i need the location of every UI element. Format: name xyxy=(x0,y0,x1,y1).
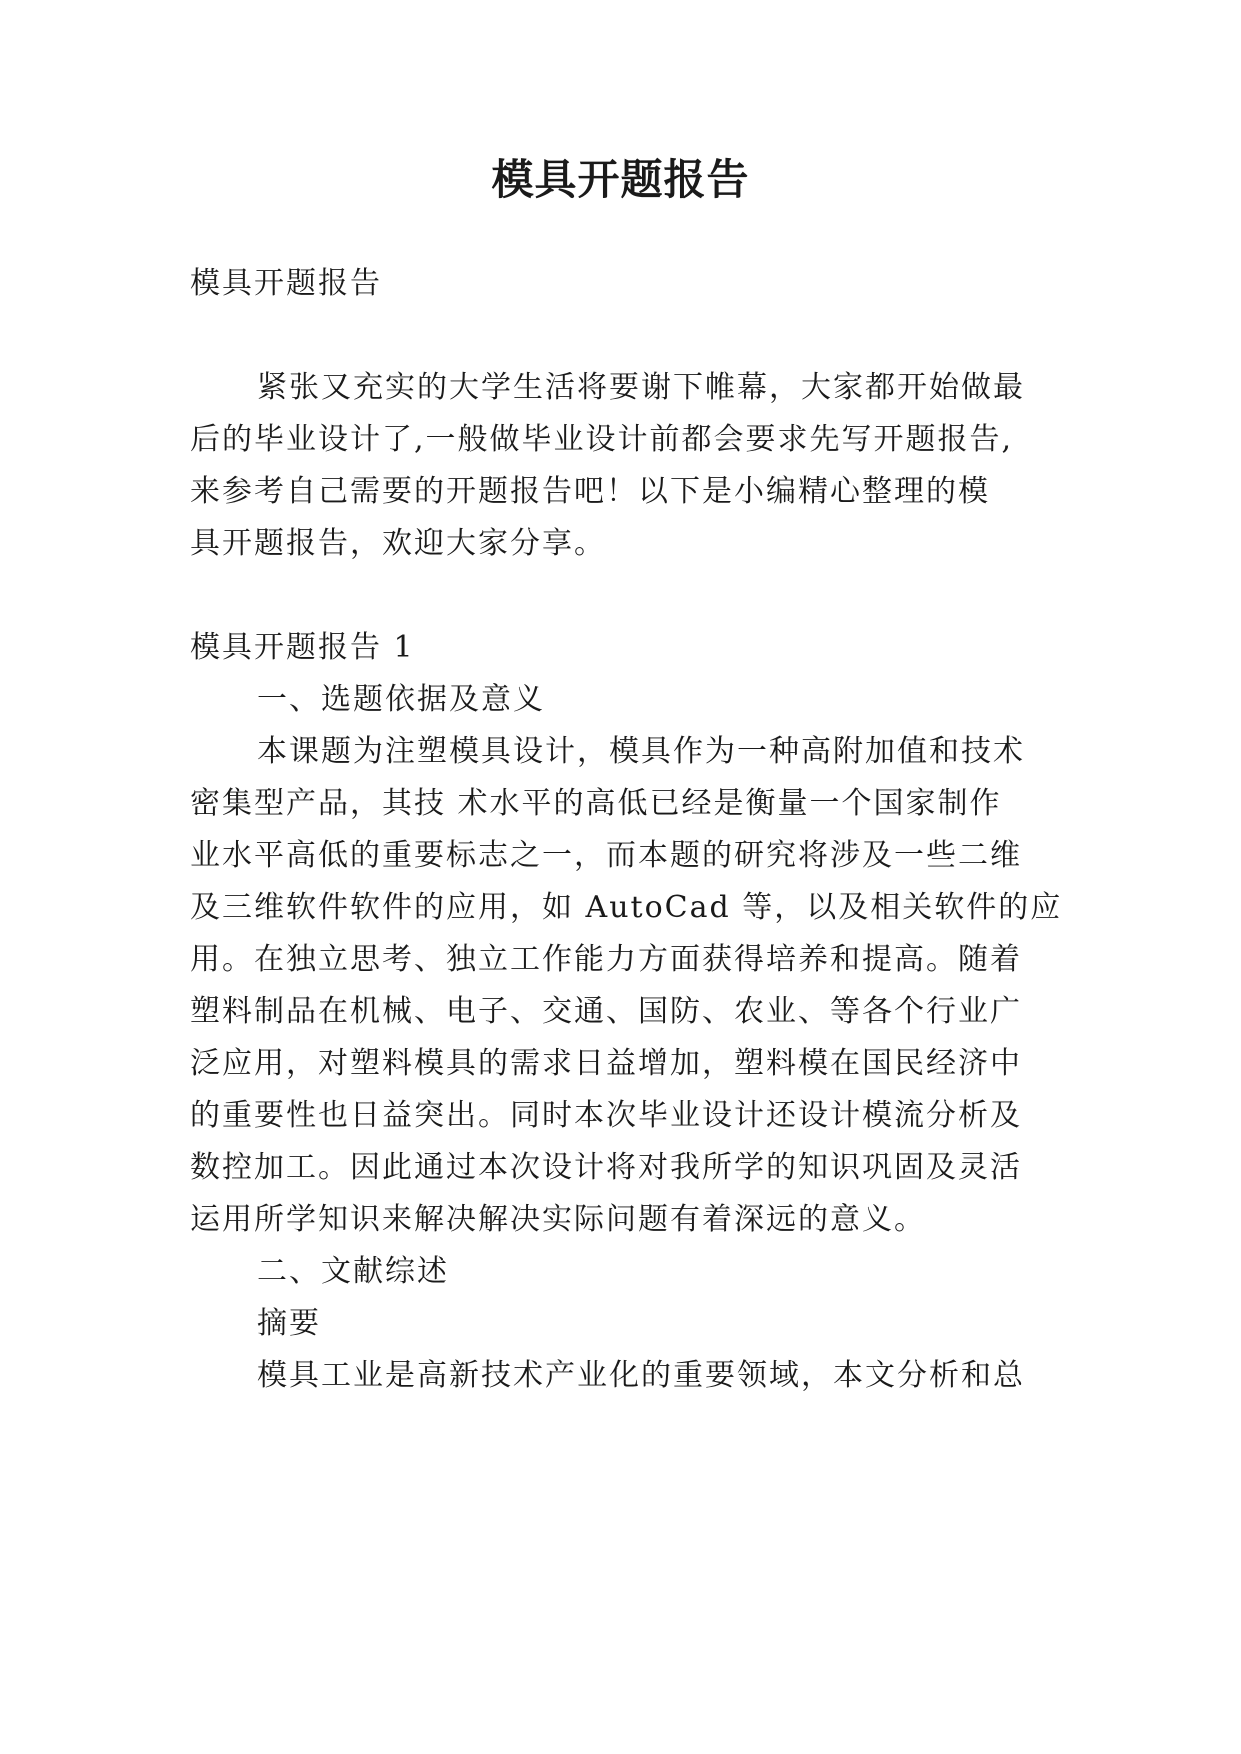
paragraph-line: 本课题为注塑模具设计，模具作为一种高附加值和技术 xyxy=(257,734,1025,769)
paragraph-line: 模具工业是高新技术产业化的重要领域，本文分析和总 xyxy=(257,1358,1025,1393)
paragraph-line: 业水平高低的重要标志之一，而本题的研究将涉及一些二维 xyxy=(190,838,1022,873)
paragraph-line: 泛应用，对塑料模具的需求日益增加，塑料模在国民经济中 xyxy=(190,1046,1022,1081)
paragraph-line: 塑料制品在机械、电子、交通、国防、农业、等各个行业广 xyxy=(190,994,1022,1029)
paragraph-line: 的重要性也日益突出。同时本次毕业设计还设计模流分析及 xyxy=(190,1098,1022,1133)
section-heading: 模具开题报告 1 xyxy=(190,630,415,665)
document-title: 模具开题报告 xyxy=(491,155,750,204)
paragraph-line: 用。在独立思考、独立工作能力方面获得培养和提高。随着 xyxy=(190,942,1022,977)
paragraph-line: 密集型产品，其技 术水平的高低已经是衡量一个国家制作 xyxy=(190,786,1002,821)
intro-line: 紧张又充实的大学生活将要谢下帷幕，大家都开始做最 xyxy=(257,370,1025,405)
part-heading: 二、文献综述 xyxy=(257,1254,449,1289)
document-subtitle: 模具开题报告 xyxy=(190,266,382,301)
abstract-heading: 摘要 xyxy=(257,1306,321,1341)
paragraph-line: 数控加工。因此通过本次设计将对我所学的知识巩固及灵活 xyxy=(190,1150,1022,1185)
part-heading: 一、选题依据及意义 xyxy=(257,682,545,717)
intro-line: 来参考自己需要的开题报告吧！以下是小编精心整理的模 xyxy=(190,474,990,509)
paragraph-line: 运用所学知识来解决解决实际问题有着深远的意义。 xyxy=(190,1202,926,1237)
intro-line: 后的毕业设计了,一般做毕业设计前都会要求先写开题报告, xyxy=(190,422,1014,457)
intro-line: 具开题报告，欢迎大家分享。 xyxy=(190,526,606,561)
paragraph-line: 及三维软件软件的应用，如 AutoCad 等，以及相关软件的应 xyxy=(190,890,1063,925)
